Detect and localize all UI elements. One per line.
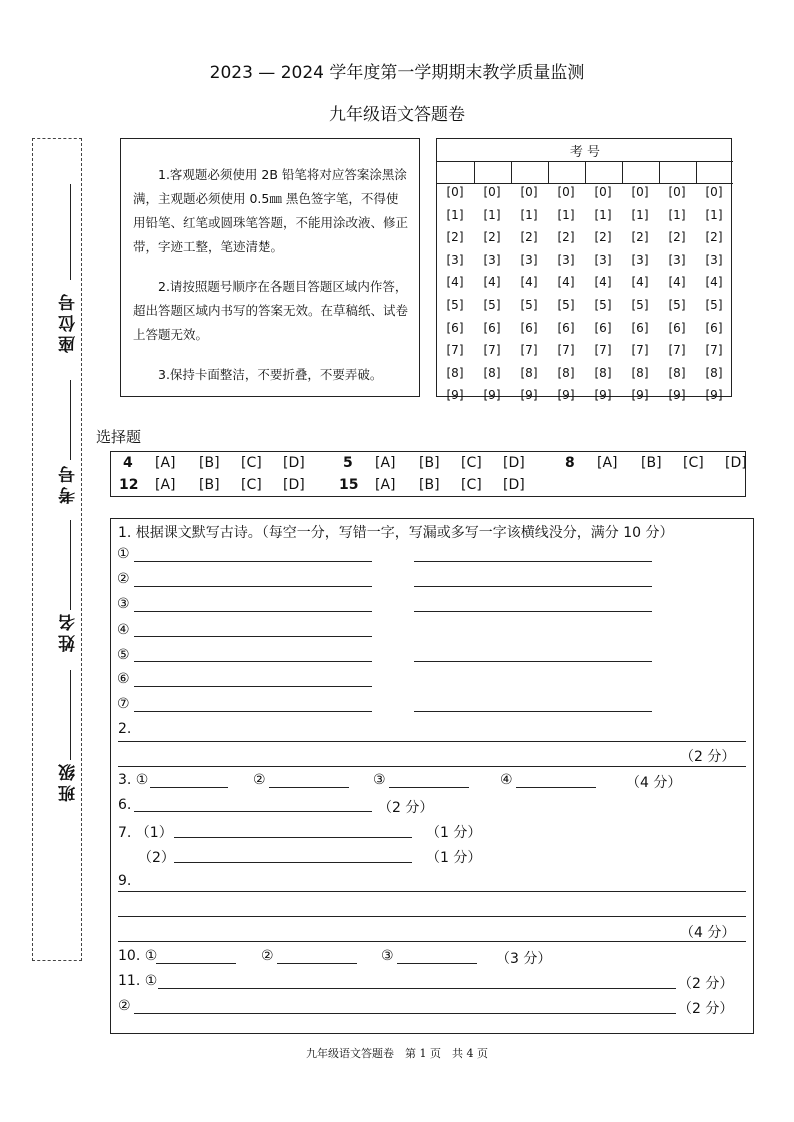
notice-item: 2.请按照题号顺序在各题目答题区域内作答，超出答题区域内书写的答案无效。在草稿纸、试卷上答题无效。 bbox=[133, 279, 409, 342]
q2-line-2[interactable] bbox=[118, 766, 746, 767]
q9-score: （4 分） bbox=[680, 925, 736, 941]
digit-bubble[interactable]: [6] bbox=[483, 320, 501, 335]
mc-option-bubble[interactable]: [D] bbox=[503, 477, 525, 493]
mc-option-bubble[interactable]: [B] bbox=[419, 455, 440, 471]
mc-option-bubble[interactable]: [D] bbox=[725, 455, 747, 471]
q1-line-2b[interactable] bbox=[414, 586, 652, 587]
mc-question-number: 8 bbox=[565, 455, 575, 471]
q7-line-1[interactable] bbox=[174, 837, 412, 838]
digit-bubble[interactable]: [4] bbox=[520, 275, 538, 290]
digit-bubble[interactable]: [0] bbox=[557, 185, 575, 199]
q3-num-2: ② bbox=[253, 772, 266, 788]
q7-score-1: （1 分） bbox=[426, 825, 482, 841]
q11-score-2: （2 分） bbox=[678, 1001, 734, 1017]
q3-line-2[interactable] bbox=[269, 787, 349, 788]
digit-bubble[interactable]: [7] bbox=[668, 343, 686, 358]
digit-bubble[interactable]: [1] bbox=[705, 207, 723, 222]
digit-bubble[interactable]: [4] bbox=[446, 275, 464, 290]
q7-num-2: （2） bbox=[138, 850, 175, 866]
digit-bubble[interactable]: [6] bbox=[705, 320, 723, 335]
notice-item: 3.保持卡面整洁，不要折叠，不要弄破。 bbox=[158, 367, 383, 382]
q1-num-3: ③ bbox=[117, 596, 130, 612]
digit-bubble[interactable]: [3] bbox=[520, 252, 538, 267]
digit-bubble[interactable]: [9] bbox=[631, 388, 649, 403]
mc-option-bubble[interactable]: [A] bbox=[597, 455, 618, 471]
q6-score: （2 分） bbox=[378, 800, 434, 816]
q1-num-4: ④ bbox=[117, 622, 130, 638]
digit-bubble[interactable]: [9] bbox=[446, 388, 464, 403]
digit-bubble[interactable]: [5] bbox=[594, 298, 612, 312]
q1-num-7: ⑦ bbox=[117, 696, 130, 712]
q11-line-1[interactable] bbox=[158, 988, 676, 989]
class-label: 班级 bbox=[59, 760, 79, 802]
mc-option-bubble[interactable]: [C] bbox=[683, 455, 704, 471]
digit-bubble[interactable]: [4] bbox=[594, 275, 612, 290]
q11-num-2: ② bbox=[118, 998, 131, 1014]
digit-bubble[interactable]: [3] bbox=[446, 252, 464, 267]
exam-number-box bbox=[436, 138, 732, 403]
digit-bubble[interactable]: [4] bbox=[631, 275, 649, 290]
digit-bubble[interactable]: [8] bbox=[631, 365, 649, 380]
digit-bubble[interactable]: [8] bbox=[668, 365, 686, 380]
digit-bubble[interactable]: [9] bbox=[668, 388, 686, 403]
q10-num-2: ② bbox=[261, 948, 274, 964]
q3-line-4[interactable] bbox=[516, 787, 596, 788]
q9-label: 9. bbox=[118, 873, 132, 889]
q1-line-2a[interactable] bbox=[134, 586, 372, 587]
digit-bubble[interactable]: [7] bbox=[557, 343, 575, 358]
digit-bubble[interactable]: [2] bbox=[483, 230, 501, 245]
q9-line-1[interactable] bbox=[118, 891, 746, 892]
digit-bubble[interactable]: [1] bbox=[446, 207, 464, 222]
digit-bubble[interactable]: [0] bbox=[631, 185, 649, 199]
digit-bubble[interactable]: [0] bbox=[446, 185, 464, 199]
q6-label: 6. bbox=[118, 797, 132, 813]
q1-line-5b[interactable] bbox=[414, 661, 652, 662]
digit-bubble[interactable]: [8] bbox=[446, 365, 464, 380]
digit-bubble[interactable]: [8] bbox=[483, 365, 501, 380]
digit-bubble[interactable]: [5] bbox=[631, 298, 649, 312]
digit-bubble[interactable]: [2] bbox=[668, 230, 686, 245]
q10-line-2[interactable] bbox=[277, 963, 357, 964]
page-footer: 九年级语文答题卷 第 1 页 共 4 页 bbox=[306, 1047, 488, 1060]
q6-line[interactable] bbox=[134, 811, 372, 812]
digit-bubble[interactable]: [1] bbox=[631, 207, 649, 222]
q7-score-2: （1 分） bbox=[426, 850, 482, 866]
q1-line-5a[interactable] bbox=[134, 661, 372, 662]
digit-bubble[interactable]: [1] bbox=[594, 207, 612, 222]
q1-line-7a[interactable] bbox=[134, 711, 372, 712]
digit-bubble[interactable]: [2] bbox=[705, 230, 723, 245]
q2-line[interactable] bbox=[118, 741, 746, 742]
q3-line-1[interactable] bbox=[150, 787, 228, 788]
q3-num-4: ④ bbox=[500, 772, 513, 788]
mc-option-bubble[interactable]: [B] bbox=[199, 477, 220, 493]
digit-bubble[interactable]: [0] bbox=[520, 185, 538, 199]
digit-bubble[interactable]: [6] bbox=[557, 320, 575, 335]
digit-bubble[interactable]: [1] bbox=[483, 207, 501, 222]
digit-bubble[interactable]: [3] bbox=[705, 252, 723, 267]
digit-bubble[interactable]: [7] bbox=[520, 343, 538, 358]
mc-question-number: 4 bbox=[123, 455, 133, 471]
q9-line-3[interactable] bbox=[118, 941, 746, 942]
digit-bubble[interactable]: [6] bbox=[668, 320, 686, 335]
q7-line-2[interactable] bbox=[174, 862, 412, 863]
digit-bubble[interactable]: [5] bbox=[520, 298, 538, 312]
q1-num-1: ① bbox=[117, 546, 130, 562]
digit-bubble[interactable]: [0] bbox=[594, 185, 612, 199]
digit-bubble[interactable]: [5] bbox=[668, 298, 686, 312]
digit-bubble[interactable]: [9] bbox=[483, 388, 501, 403]
mc-option-bubble[interactable]: [B] bbox=[641, 455, 662, 471]
digit-bubble[interactable]: [7] bbox=[631, 343, 649, 358]
mc-option-bubble[interactable]: [D] bbox=[503, 455, 525, 471]
q1-line-4a[interactable] bbox=[134, 636, 372, 637]
notice-box bbox=[120, 138, 420, 397]
digit-bubble[interactable]: [6] bbox=[594, 320, 612, 335]
name-label: 姓名 bbox=[59, 610, 79, 652]
digit-bubble[interactable]: [0] bbox=[483, 185, 501, 199]
mc-option-bubble[interactable]: [C] bbox=[461, 477, 482, 493]
digit-bubble[interactable]: [7] bbox=[594, 343, 612, 358]
mc-label: 选择题 bbox=[96, 428, 142, 446]
digit-bubble[interactable]: [4] bbox=[557, 275, 575, 290]
digit-bubble[interactable]: [4] bbox=[483, 275, 501, 290]
q1-num-6: ⑥ bbox=[117, 671, 130, 687]
q10-label: 10. ① bbox=[118, 948, 158, 964]
q3-score: （4 分） bbox=[626, 775, 682, 791]
digit-bubble[interactable]: [1] bbox=[520, 207, 538, 222]
digit-bubble[interactable]: [2] bbox=[557, 230, 575, 245]
digit-bubble[interactable]: [3] bbox=[631, 252, 649, 267]
mc-option-bubble[interactable]: [D] bbox=[283, 455, 305, 471]
mc-option-bubble[interactable]: [C] bbox=[461, 455, 482, 471]
q1-num-5: ⑤ bbox=[117, 647, 130, 663]
mc-option-bubble[interactable]: [A] bbox=[375, 455, 396, 471]
digit-bubble[interactable]: [1] bbox=[668, 207, 686, 222]
q1-num-2: ② bbox=[117, 571, 130, 587]
page-subtitle: 九年级语文答题卷 bbox=[329, 105, 465, 125]
digit-bubble[interactable]: [0] bbox=[705, 185, 723, 199]
q1-line-1a[interactable] bbox=[134, 561, 372, 562]
digit-bubble[interactable]: [9] bbox=[705, 388, 723, 403]
q1-line-7b[interactable] bbox=[414, 711, 652, 712]
q1-prompt: 1. 根据课文默写古诗。（每空一分，写错一字，写漏或多写一字该横线没分，满分 10 分） bbox=[118, 525, 674, 541]
q10-line-1[interactable] bbox=[156, 963, 236, 964]
student-info-column bbox=[36, 140, 78, 960]
digit-bubble[interactable]: [8] bbox=[557, 365, 575, 380]
q1-line-1b[interactable] bbox=[414, 561, 652, 562]
digit-bubble[interactable]: [2] bbox=[631, 230, 649, 245]
digit-bubble[interactable]: [3] bbox=[594, 252, 612, 267]
digit-bubble[interactable]: [2] bbox=[520, 230, 538, 245]
digit-bubble[interactable]: [9] bbox=[594, 388, 612, 403]
digit-bubble[interactable]: [4] bbox=[668, 275, 686, 290]
mc-question-number: 15 bbox=[339, 477, 359, 493]
seat-label: 座位号 bbox=[59, 290, 79, 353]
mc-question-number: 12 bbox=[119, 477, 139, 493]
q2-score: （2 分） bbox=[680, 749, 736, 765]
mc-question-number: 5 bbox=[343, 455, 353, 471]
digit-bubble[interactable]: [9] bbox=[557, 388, 575, 403]
mc-option-bubble[interactable]: [C] bbox=[241, 455, 262, 471]
digit-bubble[interactable]: [9] bbox=[520, 388, 538, 403]
digit-bubble[interactable]: [6] bbox=[446, 320, 464, 335]
digit-bubble[interactable]: [5] bbox=[446, 298, 464, 312]
mc-option-bubble[interactable]: [C] bbox=[241, 477, 262, 493]
digit-bubble[interactable]: [5] bbox=[483, 298, 501, 312]
mc-box bbox=[110, 451, 746, 497]
digit-bubble[interactable]: [8] bbox=[705, 365, 723, 380]
q1-line-3a[interactable] bbox=[134, 611, 372, 612]
exam-number-title: 考 号 bbox=[569, 145, 601, 160]
mc-option-bubble[interactable]: [D] bbox=[283, 477, 305, 493]
q11-score-1: （2 分） bbox=[678, 976, 734, 992]
digit-bubble[interactable]: [3] bbox=[557, 252, 575, 267]
digit-bubble[interactable]: [7] bbox=[483, 343, 501, 358]
digit-bubble[interactable]: [5] bbox=[705, 298, 723, 312]
mc-option-bubble[interactable]: [B] bbox=[419, 477, 440, 493]
q9-line-2[interactable] bbox=[118, 916, 746, 917]
digit-bubble[interactable]: [4] bbox=[705, 275, 723, 290]
digit-bubble[interactable]: [8] bbox=[594, 365, 612, 380]
digit-bubble[interactable]: [7] bbox=[705, 343, 723, 358]
q1-line-6a[interactable] bbox=[134, 686, 372, 687]
mc-option-bubble[interactable]: [A] bbox=[155, 455, 176, 471]
digit-bubble[interactable]: [1] bbox=[557, 207, 575, 222]
digit-bubble[interactable]: [5] bbox=[557, 298, 575, 312]
notice-item: 1.客观题必须使用 2B 铅笔将对应答案涂黑涂满，主观题必须使用 0.5㎜ 黑色签字笔，不得使用铅笔、红笔或圆珠笔答题，不能用涂改液、修正带，字迹工整，笔迹清楚。 bbox=[133, 167, 409, 254]
digit-bubble[interactable]: [0] bbox=[668, 185, 686, 199]
digit-bubble[interactable]: [2] bbox=[594, 230, 612, 245]
q2-label: 2. bbox=[118, 721, 132, 737]
digit-bubble[interactable]: [6] bbox=[520, 320, 538, 335]
digit-bubble[interactable]: [3] bbox=[483, 252, 501, 267]
q3-label: 3. ① bbox=[118, 772, 149, 788]
exam-no-label: 考号 bbox=[59, 462, 79, 504]
q11-line-2[interactable] bbox=[134, 1013, 676, 1014]
digit-bubble[interactable]: [7] bbox=[446, 343, 464, 358]
q7-label: 7. （1） bbox=[118, 825, 173, 841]
q3-line-3[interactable] bbox=[389, 787, 469, 788]
q11-label: 11. ① bbox=[118, 973, 158, 989]
mc-option-bubble[interactable]: [B] bbox=[199, 455, 220, 471]
q10-num-3: ③ bbox=[381, 948, 394, 964]
mc-option-bubble[interactable]: [A] bbox=[155, 477, 176, 493]
digit-bubble[interactable]: [6] bbox=[631, 320, 649, 335]
q3-num-3: ③ bbox=[373, 772, 386, 788]
mc-option-bubble[interactable]: [A] bbox=[375, 477, 396, 493]
q1-line-3b[interactable] bbox=[414, 611, 652, 612]
q10-line-3[interactable] bbox=[397, 963, 477, 964]
page-title: 2023 — 2024 学年度第一学期期末教学质量监测 bbox=[209, 63, 585, 83]
q10-score: （3 分） bbox=[496, 951, 552, 967]
digit-bubble[interactable]: [3] bbox=[668, 252, 686, 267]
digit-bubble[interactable]: [2] bbox=[446, 230, 464, 245]
digit-bubble[interactable]: [8] bbox=[520, 365, 538, 380]
